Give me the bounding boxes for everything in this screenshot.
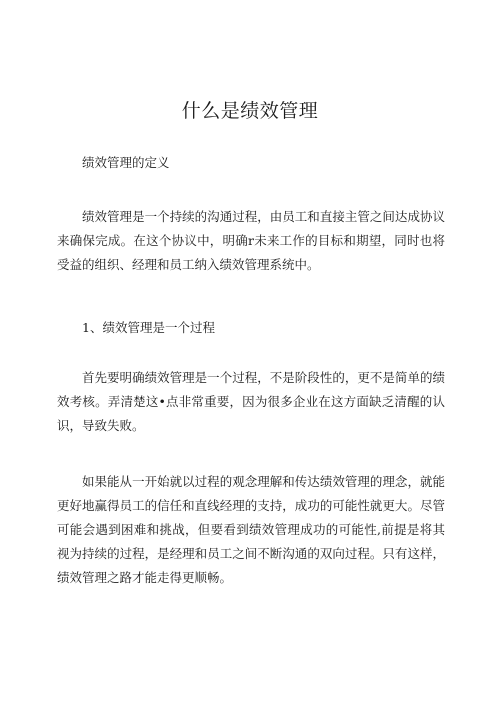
point-1-paragraph-1: 首先要明确绩效管理是一个过程，不是阶段性的，更不是简单的绩效考核。弄清楚这•点非常重要，因为很多企业在这方面缺乏清醒的认识，导致失败。 [57,370,445,433]
document-title: 什么是绩效管理 [181,100,319,122]
definition-paragraph: 绩效管理是一个持续的沟通过程，由员工和直接主管之间达成协议来确保完成。在这个协议中，明确r未来工作的目标和期望，同时也将受益的组织、经理和员工纳入绩效管理系统中。 [57,209,445,272]
section-heading: 绩效管理的定义 [82,155,170,170]
point-1-heading: 1、绩效管理是一个过程 [82,320,215,335]
point-1-paragraph-2: 如果能从一开始就以过程的观念理解和传达绩效管理的理念，就能更好地赢得员工的信任和直线经理的支持，成功的可能性就更大。尽管可能会遇到困难和挑战，但要看到绩效管理成功的可能性,前提是将其视为持续的过程，是经理和员工之间不断沟通的双向过程。只有这样，绩效管理之路才能走得更顺畅。 [57,474,445,585]
